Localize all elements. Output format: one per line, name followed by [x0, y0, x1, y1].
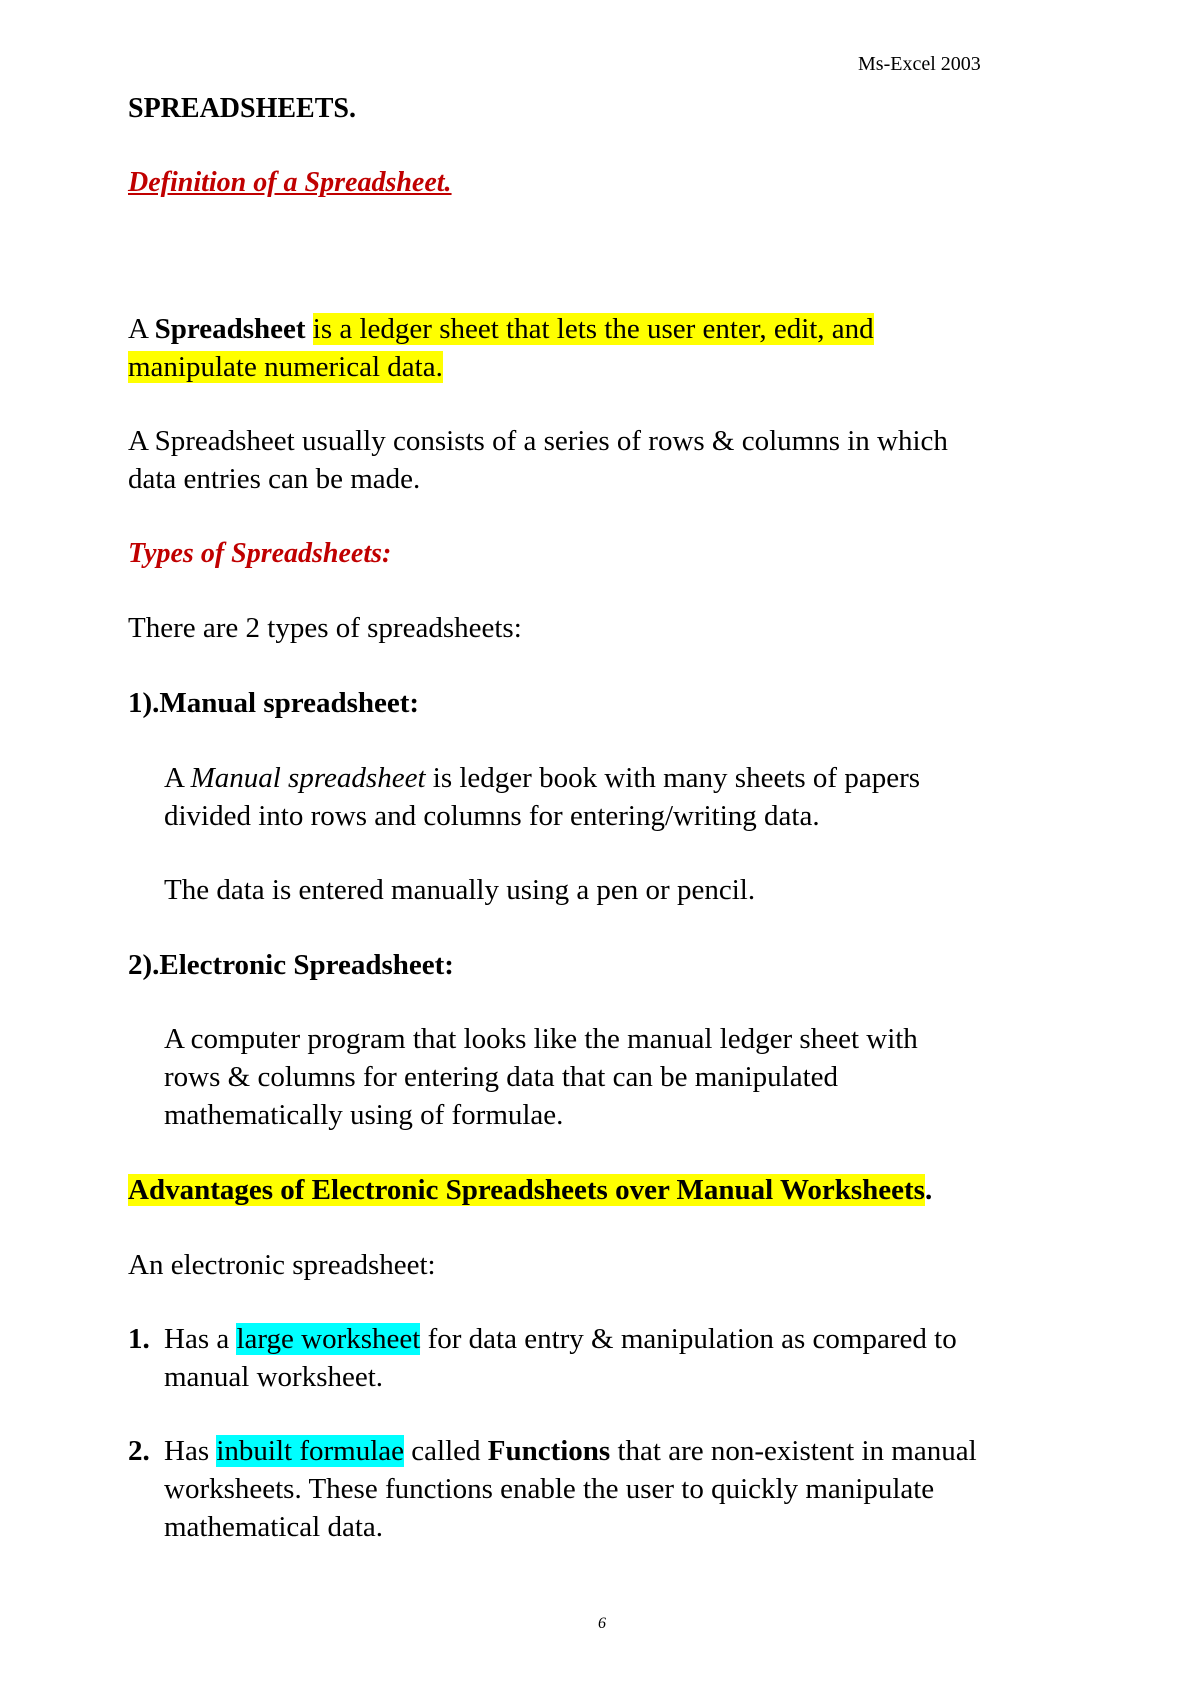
electronic-line-3: mathematically using of formulae. [164, 1099, 564, 1131]
item-prefix: Has [164, 1435, 217, 1467]
list-item-line-2: manual worksheet. [164, 1361, 384, 1393]
list-item [128, 1322, 957, 1357]
item-rest: that are non-existent in manual [610, 1435, 977, 1467]
manual-heading: 1).Manual spreadsheet: [128, 687, 420, 719]
electronic-line-1: A computer program that looks like the manual ledger sheet with [164, 1023, 918, 1055]
definition-heading: Definition of a Spreadsheet. [128, 167, 452, 198]
manual-prefix: A [164, 762, 191, 794]
list-number: 2. [128, 1435, 150, 1467]
manual-p1-line-1 [164, 761, 920, 796]
manual-p1-line-2: divided into rows and columns for entering/writing data. [164, 800, 820, 832]
item-middle: called [404, 1435, 488, 1467]
electronic-line-2: rows & columns for entering data that can be manipulated [164, 1061, 839, 1093]
types-heading: Types of Spreadsheets: [128, 538, 392, 569]
functions-term: Functions [487, 1435, 611, 1467]
item-highlight: large worksheet [236, 1323, 421, 1355]
list-item-line-3: mathematical data. [164, 1511, 384, 1543]
item-highlight: inbuilt formulae [216, 1435, 405, 1467]
list-number: 1. [128, 1323, 150, 1355]
manual-p2: The data is entered manually using a pen or pencil. [164, 874, 756, 906]
manual-term: Manual spreadsheet [190, 762, 426, 794]
electronic-heading: 2).Electronic Spreadsheet: [128, 949, 454, 981]
definition-highlight-2: manipulate numerical data. [128, 351, 443, 383]
definition-prefix: A [128, 313, 155, 345]
advantages-heading-highlight: Advantages of Electronic Spreadsheets over Manual Worksheets [128, 1174, 925, 1206]
advantages-intro: An electronic spreadsheet: [128, 1249, 436, 1281]
item-prefix: Has a [164, 1323, 237, 1355]
advantages-heading [128, 1173, 932, 1208]
definition-line-2 [128, 350, 443, 385]
list-item-line-2: worksheets. These functions enable the user to quickly manipulate [164, 1473, 935, 1505]
definition-p2-line-2: data entries can be made. [128, 463, 421, 495]
definition-highlight-1: is a ledger sheet that lets the user enter, edit, and [312, 313, 874, 345]
page-title: SPREADSHEETS. [128, 93, 356, 124]
spreadsheet-term: Spreadsheet [154, 313, 306, 345]
definition-p2-line-1: A Spreadsheet usually consists of a series of rows & columns in which [128, 425, 948, 457]
page-number: 6 [598, 1615, 606, 1632]
types-intro: There are 2 types of spreadsheets: [128, 612, 522, 644]
definition-line-1 [128, 312, 874, 347]
definition-space [306, 313, 313, 345]
manual-rest: is ledger book with many sheets of papers [425, 762, 921, 794]
list-item [128, 1434, 977, 1469]
header-label: Ms-Excel 2003 [858, 53, 981, 75]
item-rest: for data entry & manipulation as compared to [420, 1323, 957, 1355]
advantages-heading-end: . [924, 1174, 933, 1206]
